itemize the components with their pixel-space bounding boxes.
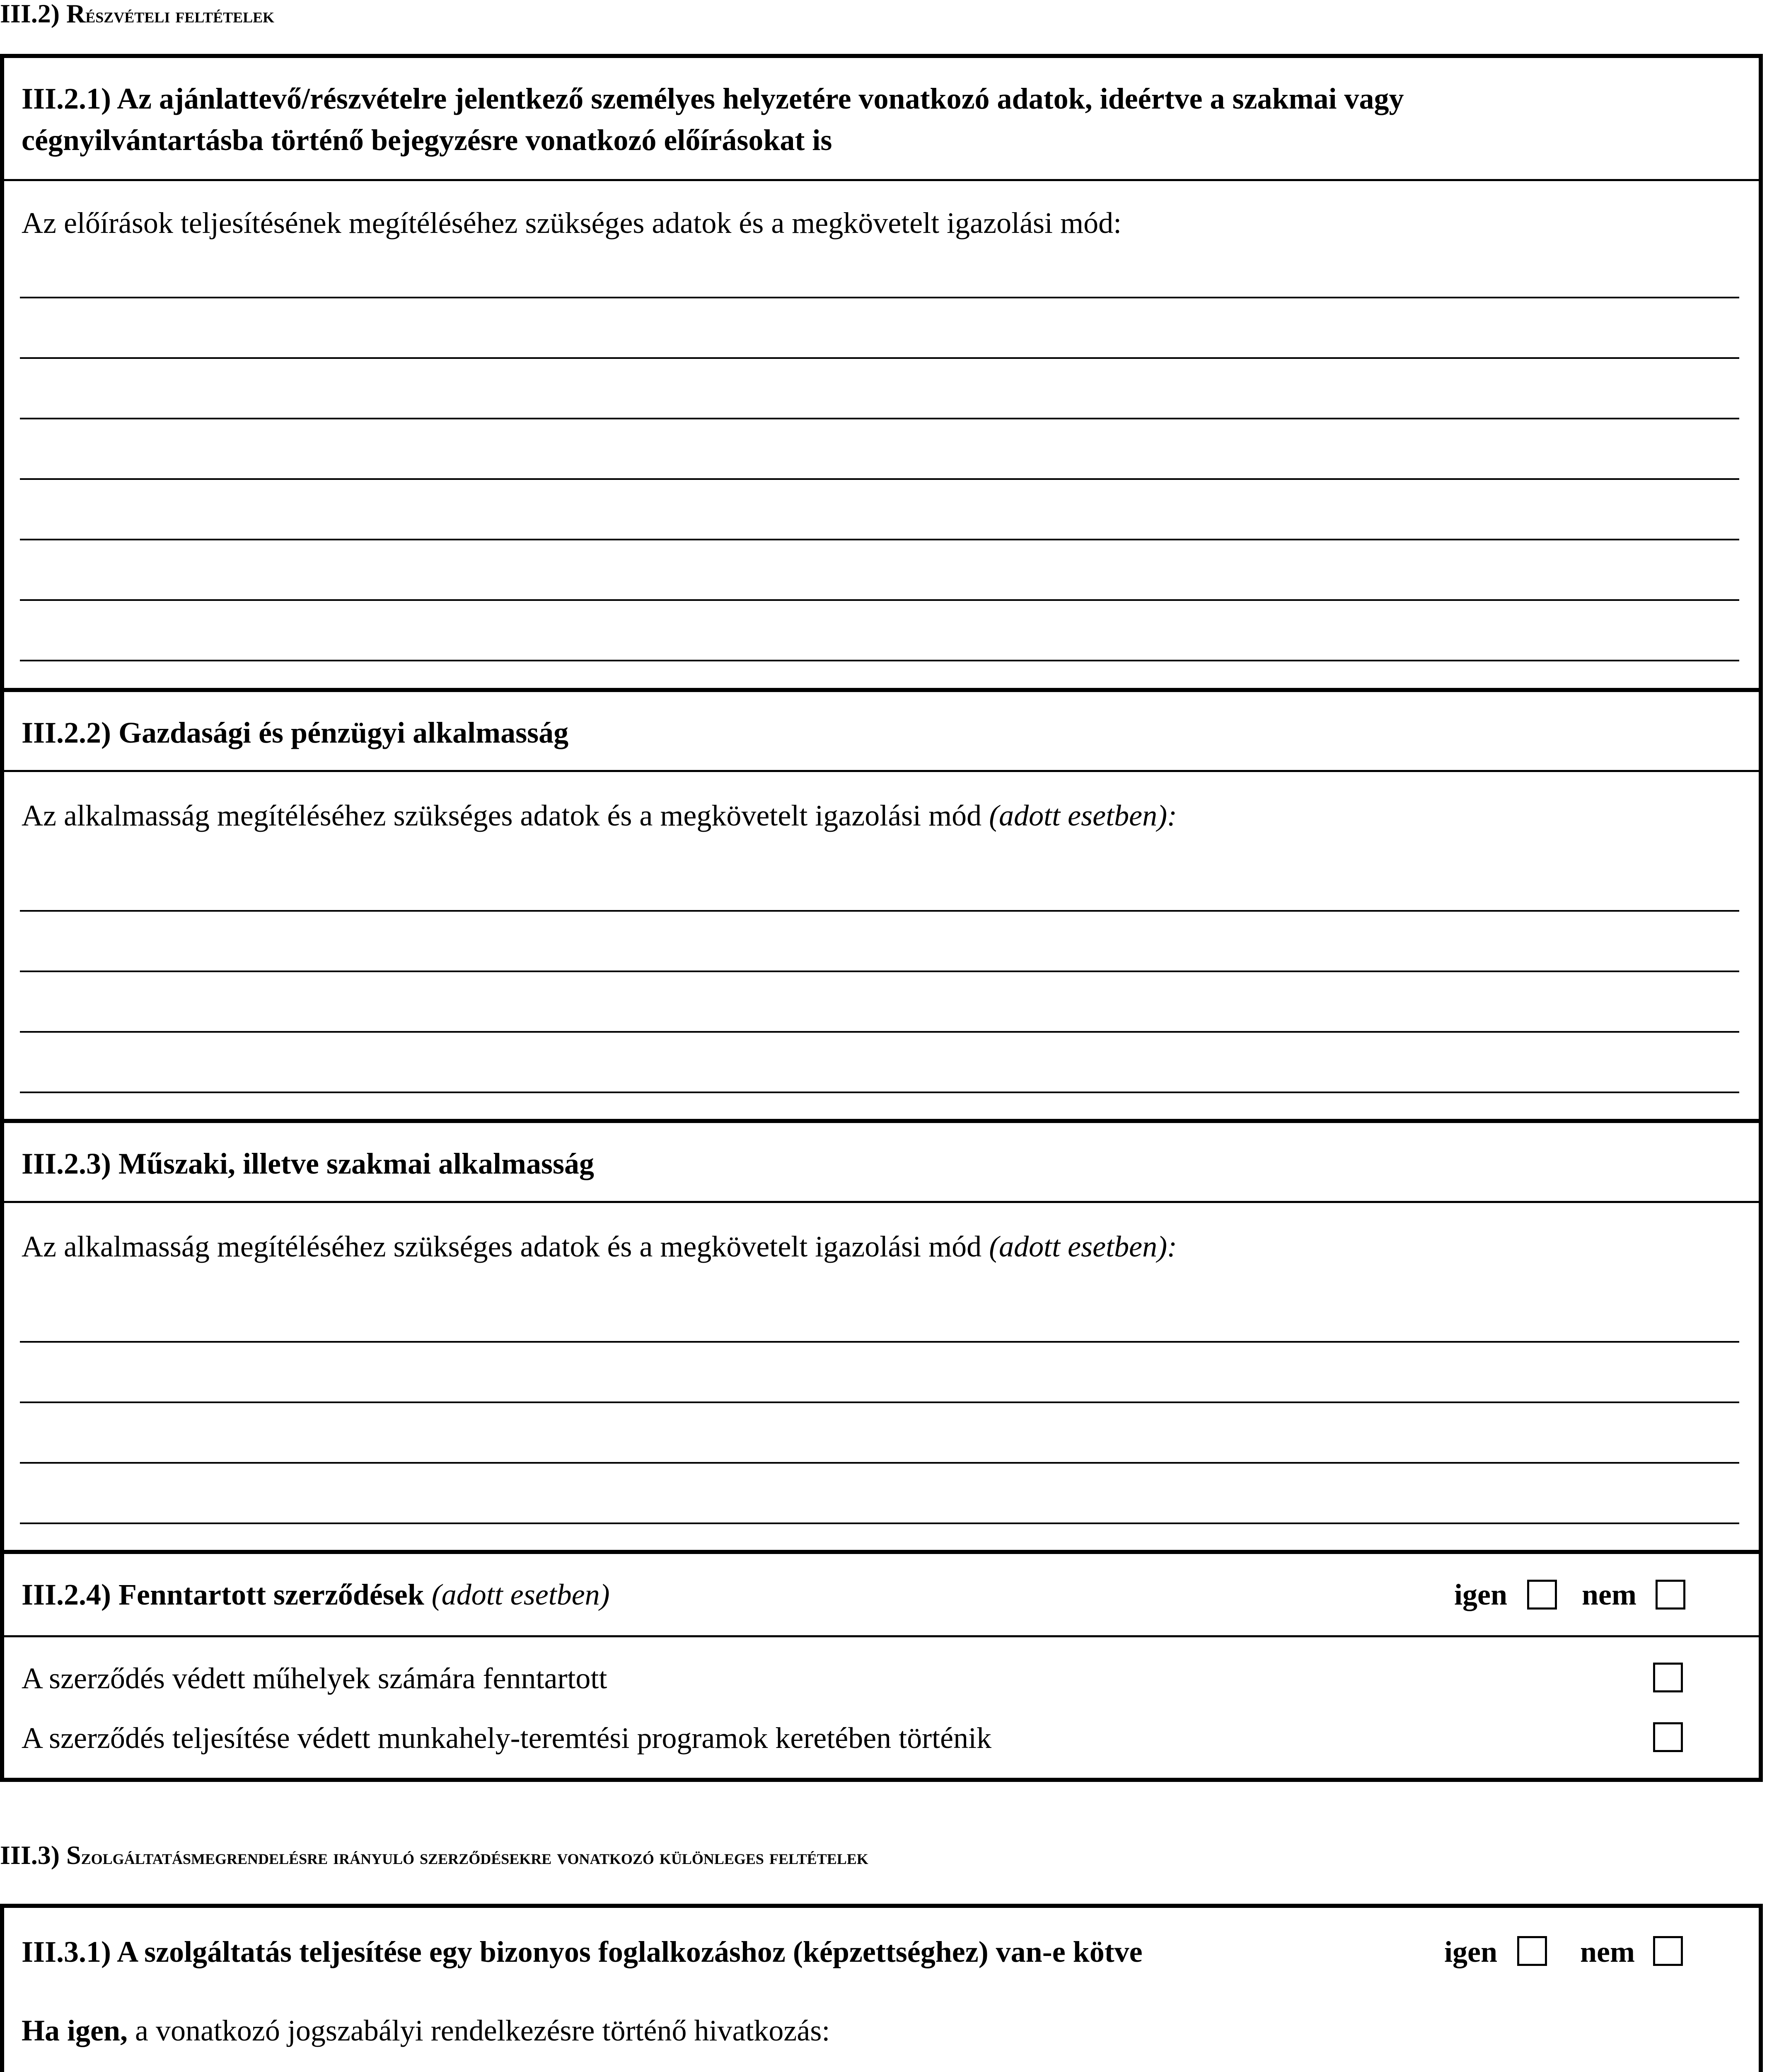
heading-iii22: III.2.2) Gazdasági és pénzügyi alkalmasság [22,716,569,749]
divider-thick [0,1550,1763,1554]
answer-line-iii21-4[interactable] [20,478,1739,480]
divider [0,1635,1763,1637]
yes-label-iii31: igen [1444,1935,1498,1968]
section-title-iii2 [0,0,274,29]
no-checkbox-iii31[interactable] [1653,1936,1683,1966]
answer-line-iii22-3[interactable] [20,1031,1739,1033]
answer-line-iii21-1[interactable] [20,297,1739,298]
heading-iii21-line2: cégnyilvántartásba történő bejegyzésre vonatkozó előírásokat is [22,123,832,157]
option-sheltered-employment: A szerződés teljesítése védett munkahely-teremtési programok keretében történik [22,1721,992,1755]
answer-line-iii21-2[interactable] [20,357,1739,359]
answer-line-iii21-3[interactable] [20,418,1739,419]
no-label-iii31: nem [1580,1935,1635,1968]
divider-thick [0,1119,1763,1123]
answer-line-iii23-2[interactable] [20,1402,1739,1403]
divider-thick [0,688,1763,692]
answer-line-iii23-4[interactable] [20,1523,1739,1524]
divider [0,179,1763,181]
heading-iii23: III.2.3) Műszaki, illetve szakmai alkalmasság [22,1147,595,1180]
answer-line-iii22-2[interactable] [20,971,1739,972]
sheltered-employment-checkbox[interactable] [1653,1722,1683,1752]
answer-line-iii21-5[interactable] [20,539,1739,540]
answer-line-iii23-3[interactable] [20,1462,1739,1464]
sheltered-workshops-checkbox[interactable] [1653,1663,1683,1692]
prompt-iii22: Az alkalmasság megítéléséhez szükséges adatok és a megkövetelt igazolási mód (adott esetben): [22,799,1177,832]
divider [0,770,1763,772]
yes-checkbox-iii24[interactable] [1527,1580,1557,1610]
prompt-iii23: Az alkalmasság megítéléséhez szükséges adatok és a megkövetelt igazolási mód (adott esetben): [22,1230,1177,1263]
answer-line-iii21-6[interactable] [20,599,1739,601]
divider [0,1201,1763,1203]
answer-line-iii23-1[interactable] [20,1341,1739,1343]
section-title-text: Részvételi feltételek [66,0,275,28]
section-number: III.3) [0,1840,67,1870]
section-title-iii3 [0,1840,868,1871]
section-number: III.2) [0,0,67,28]
yes-label-iii24: igen [1454,1578,1508,1611]
answer-line-iii21-7[interactable] [20,660,1739,661]
section-title-text: Szolgáltatásmegrendelésre irányuló szerződésekre vonatkozó különleges feltételek [66,1840,868,1870]
if-yes-prompt-iii31: Ha igen, a vonatkozó jogszabályi rendelkezésre történő hivatkozás: [22,2014,830,2047]
heading-iii21-line1: III.2.1) Az ajánlattevő/részvételre jelentkező személyes helyzetére vonatkozó adatok, ideértve a szakmai vagy [22,82,1404,115]
heading-iii24: III.2.4) Fenntartott szerződések (adott esetben) [22,1578,610,1611]
answer-line-iii22-4[interactable] [20,1092,1739,1093]
prompt-iii21: Az előírások teljesítésének megítéléséhez szükséges adatok és a megkövetelt igazolási mód: [22,206,1122,240]
no-checkbox-iii24[interactable] [1656,1580,1685,1610]
yes-checkbox-iii31[interactable] [1517,1936,1547,1966]
answer-line-iii22-1[interactable] [20,910,1739,912]
no-label-iii24: nem [1582,1578,1636,1611]
option-sheltered-workshops: A szerződés védett műhelyek számára fenntartott [22,1662,607,1695]
heading-iii31: III.3.1) A szolgáltatás teljesítése egy bizonyos foglalkozáshoz (képzettséghez) van-e kötve [22,1935,1143,1968]
